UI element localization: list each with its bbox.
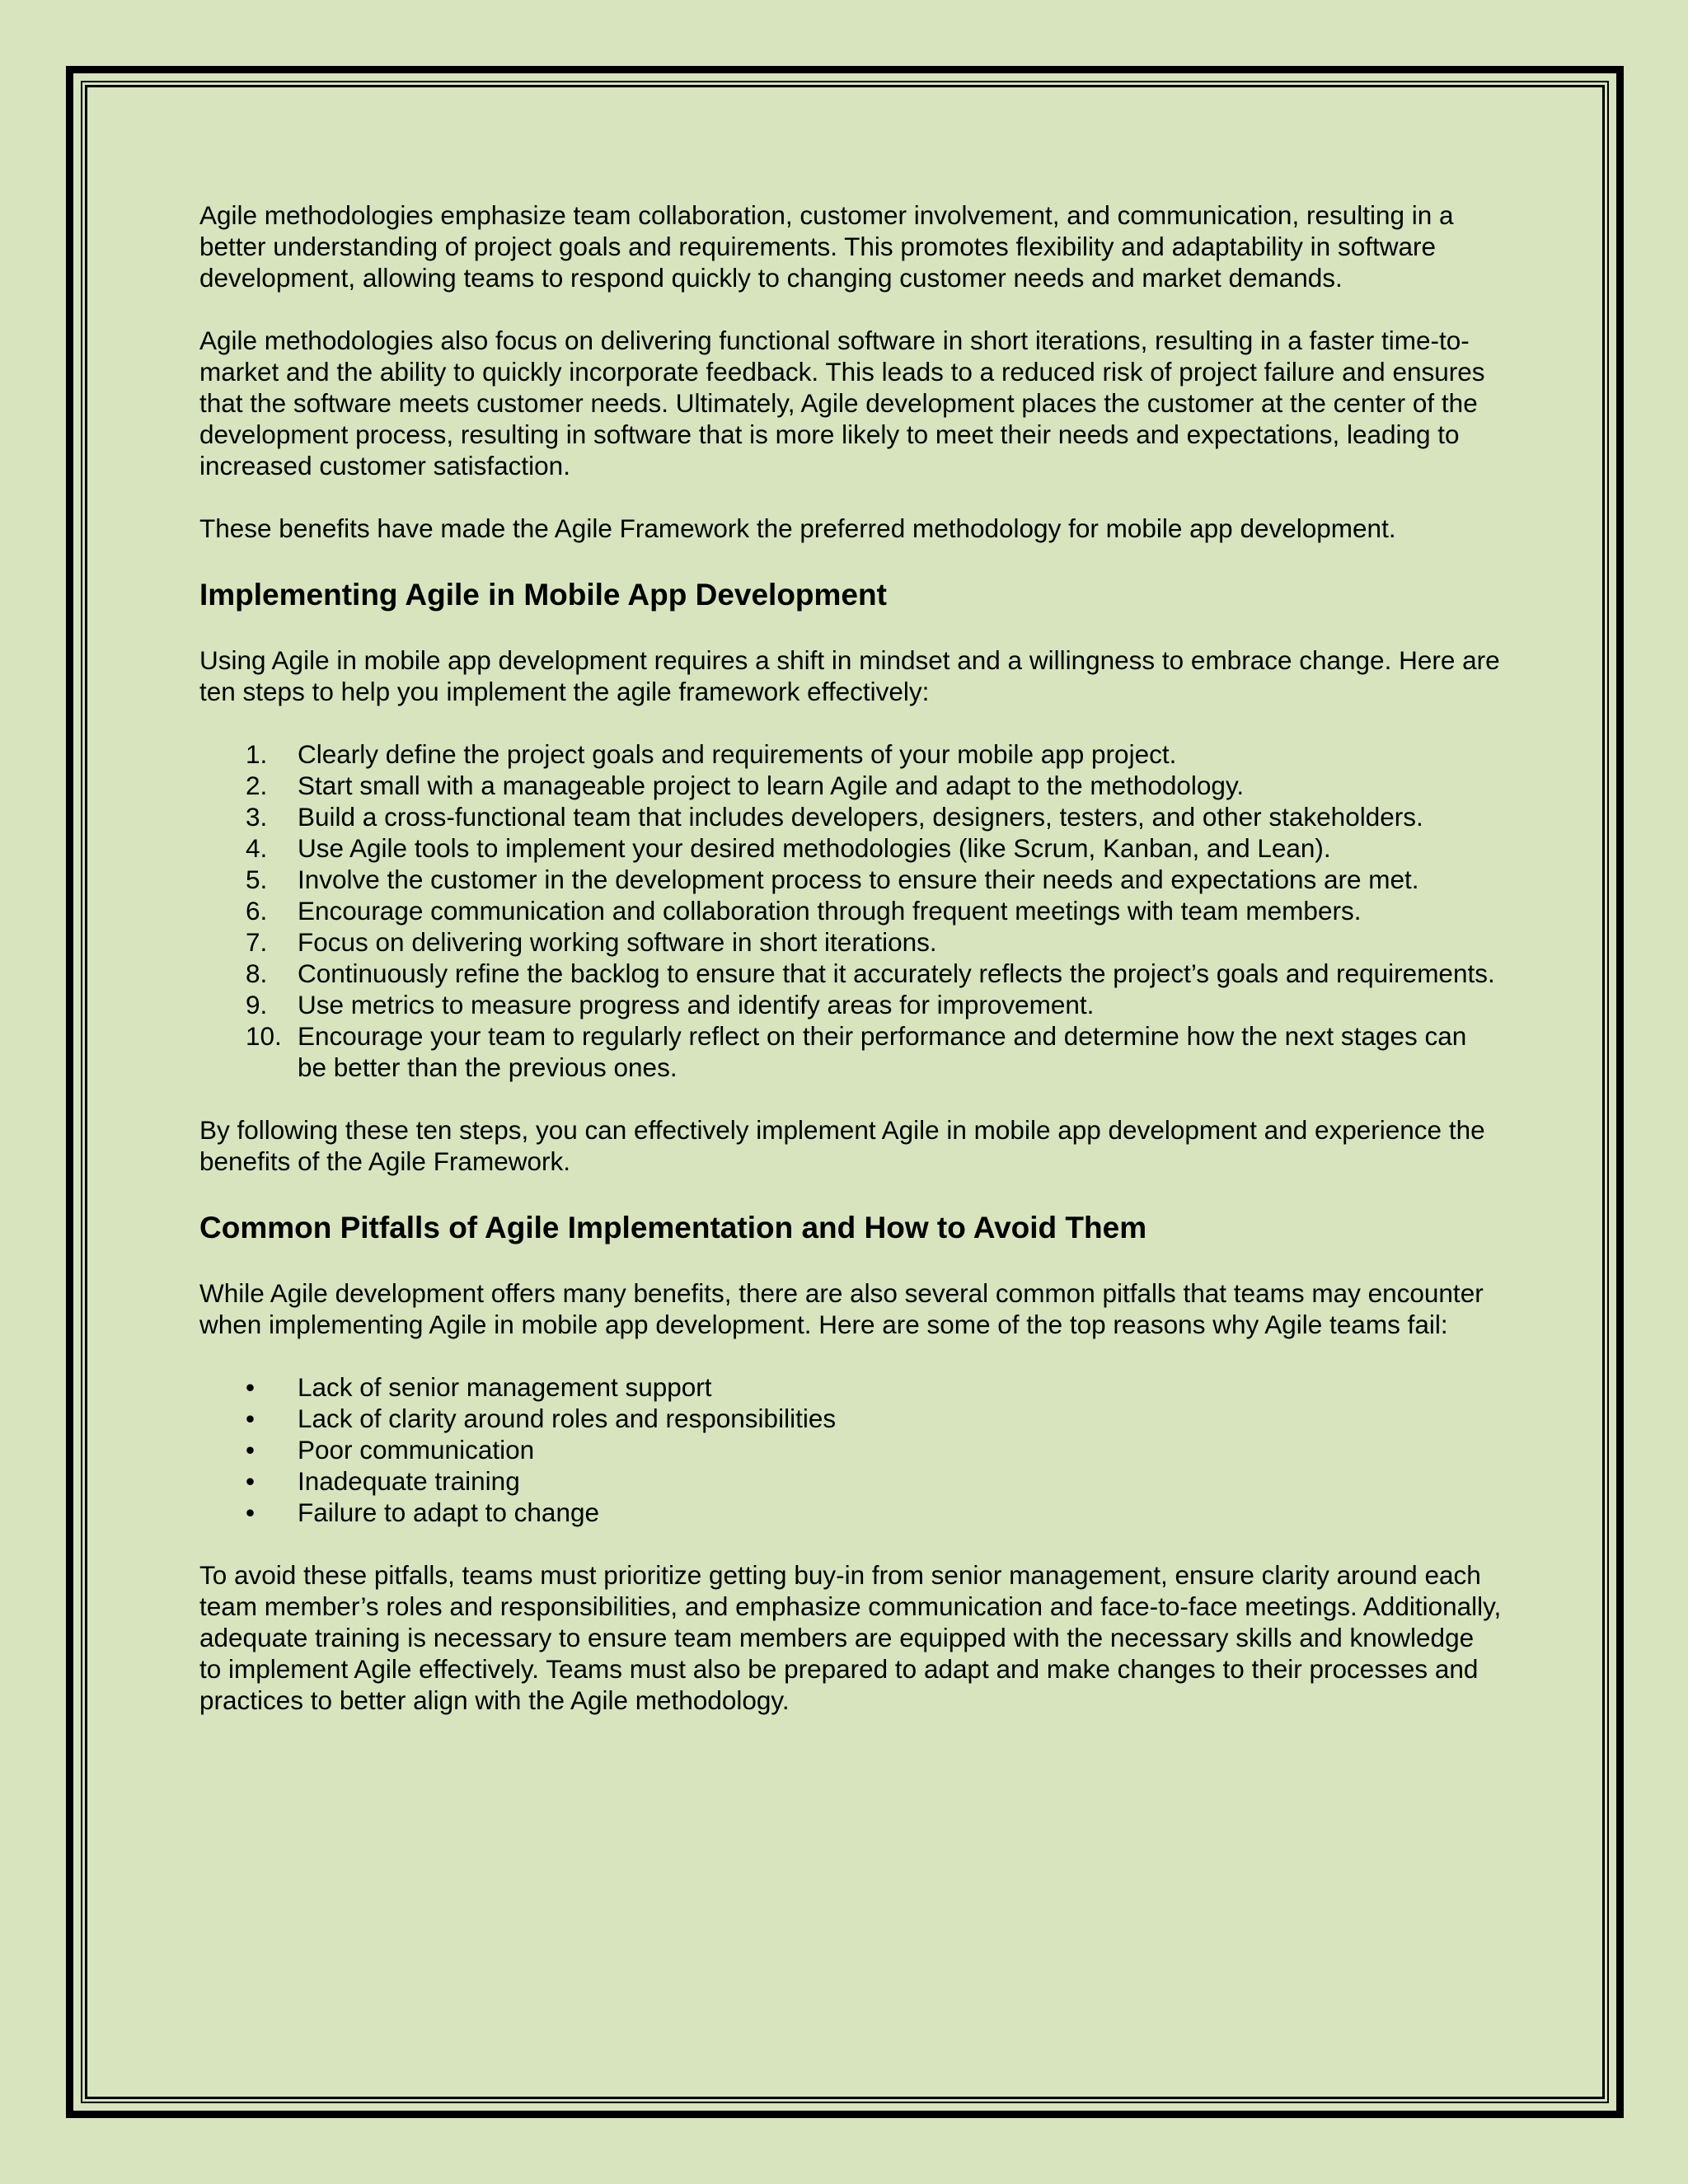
list-number: 2. — [246, 771, 268, 800]
list-item — [199, 801, 1502, 832]
list-item-text: Lack of clarity around roles and responsibilities — [298, 1404, 837, 1433]
bullet-icon: • — [246, 1372, 256, 1402]
list-item — [199, 770, 1502, 801]
list-item — [199, 989, 1502, 1020]
list-number: 5. — [246, 865, 268, 894]
list-item-text: Continuously refine the backlog to ensure that it accurately reflects the project’s goals and requirements. — [298, 958, 1495, 988]
paragraph-avoid-pitfalls: To avoid these pitfalls, teams must prioritize getting buy-in from senior management, ensure clarity around each team member’s roles and responsibilities, and emphasize communication and face-to-face meetings. Additionally, adequate training is necessary to ensure team members are equipped with the necessary skills and knowledge to implement Agile effectively. Teams must also be prepared to adapt and make changes to their processes and practices to better align with the Agile methodology. — [199, 1560, 1502, 1715]
list-item-text: Use Agile tools to implement your desired methodologies (like Scrum, Kanban, and Lean). — [298, 833, 1331, 863]
list-item — [199, 832, 1502, 864]
list-item-text: Encourage your team to regularly reflect on their performance and determine how the next stages can be better than the previous ones. — [298, 1021, 1467, 1082]
list-item — [199, 895, 1502, 926]
list-number: 1. — [246, 739, 268, 769]
list-item — [199, 926, 1502, 958]
list-item-text: Encourage communication and collaboration through frequent meetings with team members. — [298, 896, 1362, 926]
list-item — [199, 1497, 1502, 1528]
heading-implementing-agile: Implementing Agile in Mobile App Development — [199, 578, 887, 612]
list-item-text: Failure to adapt to change — [298, 1497, 600, 1527]
list-item-text: Involve the customer in the development process to ensure their needs and expectations are met. — [298, 865, 1419, 894]
paragraph-implementing-intro: Using Agile in mobile app development requires a shift in mindset and a willingness to embrace change. Here are ten steps to help you implement the agile framework effectively: — [199, 645, 1500, 706]
list-item — [199, 1371, 1502, 1403]
bullet-icon: • — [246, 1466, 256, 1496]
paragraph-agile-iterations: Agile methodologies also focus on delivering functional software in short iterations, resulting in a faster time-to-market and the ability to quickly incorporate feedback. This leads to a reduced risk of project failure and ensures that the software meets customer needs. Ultimately, Agile development places the customer at the center of the development process, resulting in software that is more likely to meet their needs and expectations, leading to increased customer satisfaction. — [199, 326, 1485, 480]
list-item-text: Poor communication — [298, 1435, 535, 1465]
list-item-text: Inadequate training — [298, 1466, 520, 1496]
list-item-text: Clearly define the project goals and requirements of your mobile app project. — [298, 739, 1177, 769]
paragraph-pitfalls-intro: While Agile development offers many benefits, there are also several common pitfalls that teams may encounter when implementing Agile in mobile app development. Here are some of the top reasons why Agile teams fail: — [199, 1278, 1484, 1339]
bullet-icon: • — [246, 1497, 256, 1527]
list-item — [199, 1434, 1502, 1465]
list-item-text: Use metrics to measure progress and identify areas for improvement. — [298, 990, 1095, 1019]
list-item-text: Focus on delivering working software in short iterations. — [298, 927, 937, 957]
list-number: 4. — [246, 833, 268, 863]
list-item — [199, 864, 1502, 895]
document-body — [199, 199, 1502, 1716]
paragraph-agile-collaboration: Agile methodologies emphasize team collaboration, customer involvement, and communication, resulting in a better understanding of project goals and requirements. This promotes flexibility and adaptability in software development, allowing teams to respond quickly to changing customer needs and market demands. — [199, 200, 1454, 293]
list-item — [199, 1403, 1502, 1434]
bullet-icon: • — [246, 1435, 256, 1465]
steps-list — [199, 738, 1502, 1083]
list-number: 9. — [246, 990, 268, 1019]
list-number: 6. — [246, 896, 268, 926]
list-item — [199, 958, 1502, 989]
list-number: 10. — [246, 1021, 282, 1051]
list-item-text: Build a cross-functional team that includes developers, designers, testers, and other stakeholders. — [298, 802, 1423, 832]
list-number: 7. — [246, 927, 268, 957]
list-item — [199, 738, 1502, 770]
paragraph-steps-conclusion: By following these ten steps, you can effectively implement Agile in mobile app development and experience the benefits of the Agile Framework. — [199, 1115, 1485, 1176]
bullet-icon: • — [246, 1404, 256, 1433]
pitfalls-list — [199, 1371, 1502, 1528]
paragraph-benefits-summary: These benefits have made the Agile Framework the preferred methodology for mobile app development. — [199, 513, 1396, 543]
list-item-text: Start small with a manageable project to learn Agile and adapt to the methodology. — [298, 771, 1245, 800]
list-item-text: Lack of senior management support — [298, 1372, 712, 1402]
list-number: 3. — [246, 802, 268, 832]
list-item — [199, 1020, 1502, 1083]
list-number: 8. — [246, 958, 268, 988]
heading-common-pitfalls: Common Pitfalls of Agile Implementation and How to Avoid Them — [199, 1211, 1147, 1244]
list-item — [199, 1465, 1502, 1497]
